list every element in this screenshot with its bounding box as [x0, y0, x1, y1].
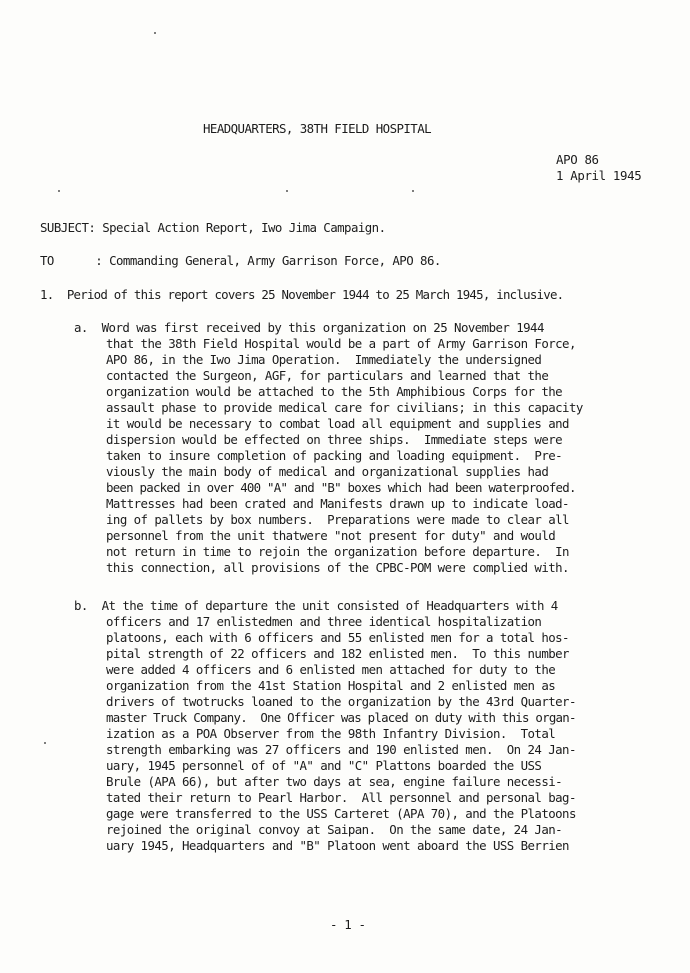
paragraph-b-line: tated their return to Pearl Harbor. All personnel and personal bag- — [106, 790, 576, 805]
paragraph-b-line: were added 4 officers and 6 enlisted men attached for duty to the — [106, 662, 556, 677]
paragraph-a-line: a. Word was first received by this organization on 25 November 1944 — [74, 320, 544, 335]
paragraph-b-line: ization as a POA Observer from the 98th Infantry Division. Total — [106, 726, 556, 741]
paragraph-b-line: platoons, each with 6 officers and 55 enlisted men for a total hos- — [106, 630, 569, 645]
scan-speck — [154, 32, 156, 34]
paragraph-b-line: master Truck Company. One Officer was placed on duty with this organ- — [106, 710, 576, 725]
page-number: - 1 - — [330, 917, 366, 932]
scan-speck — [44, 742, 46, 744]
paragraph-b-line: b. At the time of departure the unit consisted of Headquarters with 4 — [74, 598, 558, 613]
paragraph-b-line: Brule (APA 66), but after two days at sea, engine failure necessi- — [106, 774, 563, 789]
document-date: 1 April 1945 — [556, 168, 642, 183]
paragraph-a-line: taken to insure completion of packing and loading equipment. Pre- — [106, 448, 563, 463]
paragraph-a-line: ing of pallets by box numbers. Preparations were made to clear all — [106, 512, 569, 527]
paragraph-1: 1. Period of this report covers 25 November 1944 to 25 March 1945, inclusive. — [40, 287, 564, 302]
paragraph-b-line: strength embarking was 27 officers and 190 enlisted men. On 24 Jan- — [106, 742, 576, 757]
scan-speck — [286, 190, 288, 192]
paragraph-b-line: gage were transferred to the USS Carteret (APA 70), and the Platoons — [106, 806, 576, 821]
to-line: TO : Commanding General, Army Garrison Force, APO 86. — [40, 253, 441, 268]
paragraph-a-line: that the 38th Field Hospital would be a part of Army Garrison Force, — [106, 336, 576, 351]
scan-speck — [412, 190, 414, 192]
paragraph-a-line: viously the main body of medical and organizational supplies had — [106, 464, 549, 479]
scan-speck — [58, 190, 60, 192]
document-heading: HEADQUARTERS, 38TH FIELD HOSPITAL — [203, 121, 432, 136]
paragraph-b-line: uary, 1945 personnel of of "A" and "C" Plattons boarded the USS — [106, 758, 542, 773]
paragraph-b-line: organization from the 41st Station Hospital and 2 enlisted men as — [106, 678, 556, 693]
paragraph-a-line: organization would be attached to the 5th Amphibious Corps for the — [106, 384, 563, 399]
paragraph-a-line: not return in time to rejoin the organization before departure. In — [106, 544, 569, 559]
paragraph-a-line: personnel from the unit thatwere "not present for duty" and would — [106, 528, 556, 543]
paragraph-b-line: pital strength of 22 officers and 182 enlisted men. To this number — [106, 646, 569, 661]
paragraph-a-line: Mattresses had been crated and Manifests drawn up to indicate load- — [106, 496, 569, 511]
paragraph-a-line: APO 86, in the Iwo Jima Operation. Immediately the undersigned — [106, 352, 542, 367]
paragraph-a-line: contacted the Surgeon, AGF, for particulars and learned that the — [106, 368, 549, 383]
paragraph-b-line: uary 1945, Headquarters and "B" Platoon went aboard the USS Berrien — [106, 838, 569, 853]
paragraph-b-line: officers and 17 enlistedmen and three identical hospitalization — [106, 614, 542, 629]
subject-line: SUBJECT: Special Action Report, Iwo Jima Campaign. — [40, 220, 386, 235]
apo-number: APO 86 — [556, 152, 599, 167]
paragraph-a-line: been packed in over 400 "A" and "B" boxes which had been waterproofed. — [106, 480, 576, 495]
paragraph-b-line: drivers of twotrucks loaned to the organization by the 43rd Quarter- — [106, 694, 576, 709]
paragraph-a-line: assault phase to provide medical care for civilians; in this capacity — [106, 400, 583, 415]
paragraph-a-line: it would be necessary to combat load all equipment and supplies and — [106, 416, 569, 431]
paragraph-b-line: rejoined the original convoy at Saipan. On the same date, 24 Jan- — [106, 822, 563, 837]
paragraph-a-line: this connection, all provisions of the CPBC-POM were complied with. — [106, 560, 569, 575]
paragraph-a-line: dispersion would be effected on three ships. Immediate steps were — [106, 432, 563, 447]
